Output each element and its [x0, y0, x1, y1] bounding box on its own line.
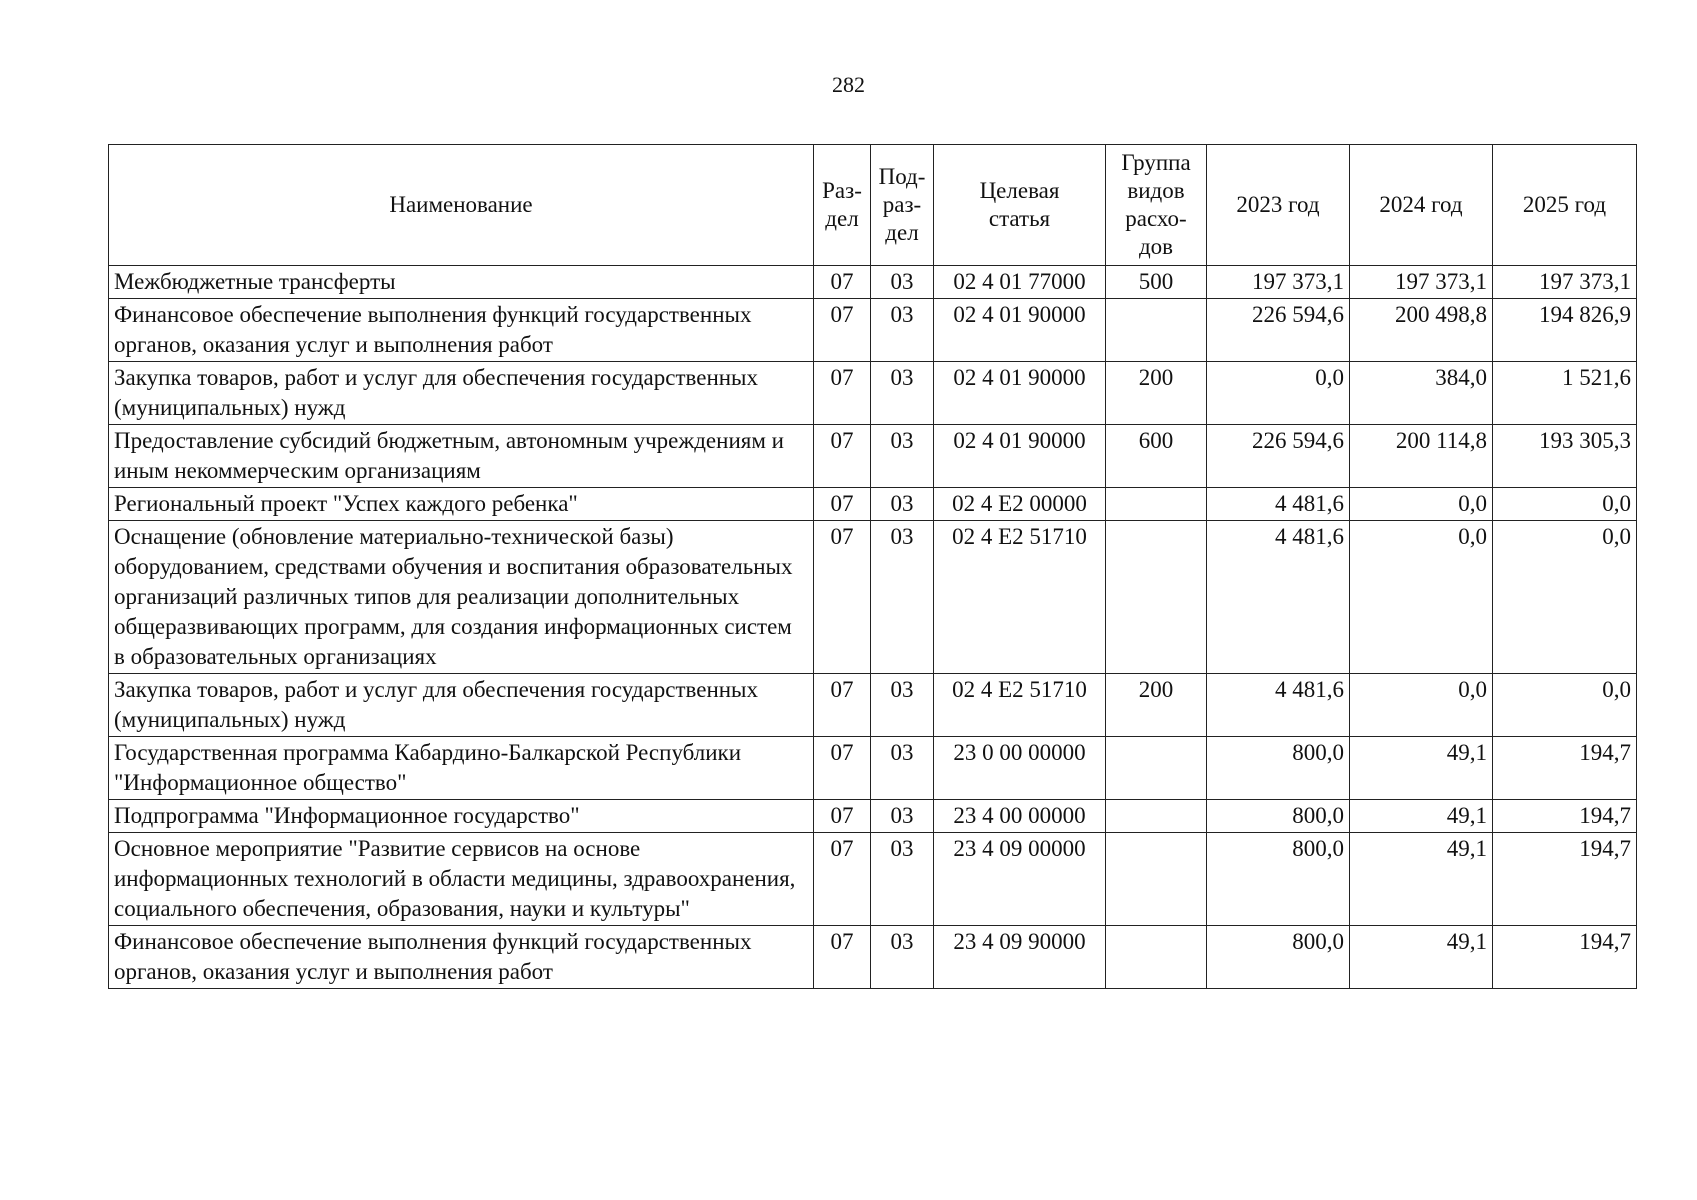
cell-name: Основное мероприятие "Развитие сервисов на основе информационных технологий в области медицины, здравоохранения, социального обеспечения, образования, науки и культуры" — [109, 833, 814, 926]
cell-article: 23 0 00 00000 — [934, 737, 1106, 800]
cell-2024: 0,0 — [1350, 521, 1493, 674]
cell-2024: 200 498,8 — [1350, 299, 1493, 362]
cell-2023: 226 594,6 — [1207, 299, 1350, 362]
cell-2025: 0,0 — [1493, 488, 1637, 521]
cell-group — [1106, 833, 1207, 926]
cell-name: Закупка товаров, работ и услуг для обеспечения государственных (муниципальных) нужд — [109, 362, 814, 425]
header-podrazdel: Под- раз- дел — [871, 145, 934, 266]
cell-article: 02 4 01 90000 — [934, 362, 1106, 425]
cell-2023: 800,0 — [1207, 833, 1350, 926]
cell-razdel: 07 — [814, 362, 871, 425]
cell-razdel: 07 — [814, 425, 871, 488]
cell-podrazdel: 03 — [871, 800, 934, 833]
cell-podrazdel: 03 — [871, 926, 934, 989]
header-2023: 2023 год — [1207, 145, 1350, 266]
cell-name: Финансовое обеспечение выполнения функций государственных органов, оказания услуг и выполнения работ — [109, 299, 814, 362]
table-row — [109, 800, 1637, 833]
cell-name: Финансовое обеспечение выполнения функций государственных органов, оказания услуг и выполнения работ — [109, 926, 814, 989]
cell-podrazdel: 03 — [871, 488, 934, 521]
cell-2023: 226 594,6 — [1207, 425, 1350, 488]
cell-podrazdel: 03 — [871, 266, 934, 299]
cell-name: Предоставление субсидий бюджетным, автономным учреждениям и иным некоммерческим организациям — [109, 425, 814, 488]
table-row — [109, 266, 1637, 299]
cell-podrazdel: 03 — [871, 521, 934, 674]
cell-2024: 197 373,1 — [1350, 266, 1493, 299]
budget-table — [108, 144, 1637, 989]
header-2024: 2024 год — [1350, 145, 1493, 266]
cell-article: 02 4 01 90000 — [934, 425, 1106, 488]
cell-2023: 4 481,6 — [1207, 521, 1350, 674]
cell-razdel: 07 — [814, 833, 871, 926]
cell-podrazdel: 03 — [871, 833, 934, 926]
cell-razdel: 07 — [814, 488, 871, 521]
page-number: 282 — [832, 72, 865, 97]
table-row — [109, 299, 1637, 362]
cell-razdel: 07 — [814, 266, 871, 299]
table-row — [109, 488, 1637, 521]
cell-podrazdel: 03 — [871, 299, 934, 362]
cell-2024: 49,1 — [1350, 833, 1493, 926]
cell-2024: 49,1 — [1350, 737, 1493, 800]
cell-name: Оснащение (обновление материально-технической базы) оборудованием, средствами обучения и воспитания образовательных организаций различных типов для реализации дополнительных общеразвивающих программ, для создания информационных систем в образовательных организациях — [109, 521, 814, 674]
cell-podrazdel: 03 — [871, 425, 934, 488]
cell-2025: 194,7 — [1493, 737, 1637, 800]
cell-article: 02 4 Е2 51710 — [934, 521, 1106, 674]
cell-2025: 194 826,9 — [1493, 299, 1637, 362]
cell-group: 200 — [1106, 362, 1207, 425]
cell-group — [1106, 926, 1207, 989]
cell-razdel: 07 — [814, 737, 871, 800]
cell-2025: 0,0 — [1493, 521, 1637, 674]
cell-article: 02 4 01 77000 — [934, 266, 1106, 299]
cell-2024: 200 114,8 — [1350, 425, 1493, 488]
cell-group — [1106, 488, 1207, 521]
header-2025: 2025 год — [1493, 145, 1637, 266]
cell-name: Межбюджетные трансферты — [109, 266, 814, 299]
cell-razdel: 07 — [814, 926, 871, 989]
cell-2023: 197 373,1 — [1207, 266, 1350, 299]
cell-2023: 800,0 — [1207, 737, 1350, 800]
header-article: Целевая статья — [934, 145, 1106, 266]
table-row — [109, 833, 1637, 926]
header-row — [109, 145, 1637, 266]
cell-article: 23 4 09 00000 — [934, 833, 1106, 926]
table-row — [109, 737, 1637, 800]
table-row — [109, 362, 1637, 425]
cell-article: 02 4 01 90000 — [934, 299, 1106, 362]
table-body — [109, 266, 1637, 989]
cell-name: Государственная программа Кабардино-Балкарской Республики "Информационное общество" — [109, 737, 814, 800]
header-group: Группа видов расхо- дов — [1106, 145, 1207, 266]
cell-2025: 197 373,1 — [1493, 266, 1637, 299]
cell-article: 02 4 Е2 00000 — [934, 488, 1106, 521]
cell-2023: 4 481,6 — [1207, 674, 1350, 737]
cell-group: 200 — [1106, 674, 1207, 737]
cell-2025: 194,7 — [1493, 926, 1637, 989]
cell-podrazdel: 03 — [871, 362, 934, 425]
cell-group — [1106, 800, 1207, 833]
cell-name: Региональный проект "Успех каждого ребенка" — [109, 488, 814, 521]
table-row — [109, 674, 1637, 737]
cell-article: 23 4 09 90000 — [934, 926, 1106, 989]
cell-2024: 0,0 — [1350, 488, 1493, 521]
cell-podrazdel: 03 — [871, 674, 934, 737]
cell-group: 500 — [1106, 266, 1207, 299]
cell-group: 600 — [1106, 425, 1207, 488]
cell-2024: 0,0 — [1350, 674, 1493, 737]
cell-2023: 4 481,6 — [1207, 488, 1350, 521]
cell-group — [1106, 521, 1207, 674]
cell-article: 02 4 Е2 51710 — [934, 674, 1106, 737]
table-row — [109, 926, 1637, 989]
cell-2025: 0,0 — [1493, 674, 1637, 737]
cell-2024: 49,1 — [1350, 800, 1493, 833]
cell-2023: 0,0 — [1207, 362, 1350, 425]
table-row — [109, 521, 1637, 674]
cell-article: 23 4 00 00000 — [934, 800, 1106, 833]
cell-razdel: 07 — [814, 299, 871, 362]
cell-group — [1106, 737, 1207, 800]
cell-razdel: 07 — [814, 521, 871, 674]
cell-razdel: 07 — [814, 800, 871, 833]
cell-razdel: 07 — [814, 674, 871, 737]
cell-name: Закупка товаров, работ и услуг для обеспечения государственных (муниципальных) нужд — [109, 674, 814, 737]
cell-2023: 800,0 — [1207, 926, 1350, 989]
cell-2025: 194,7 — [1493, 800, 1637, 833]
header-razdel: Раз- дел — [814, 145, 871, 266]
cell-2025: 194,7 — [1493, 833, 1637, 926]
header-name: Наименование — [109, 145, 814, 266]
cell-podrazdel: 03 — [871, 737, 934, 800]
cell-2025: 1 521,6 — [1493, 362, 1637, 425]
cell-name: Подпрограмма "Информационное государство" — [109, 800, 814, 833]
cell-2025: 193 305,3 — [1493, 425, 1637, 488]
cell-2024: 384,0 — [1350, 362, 1493, 425]
cell-2023: 800,0 — [1207, 800, 1350, 833]
cell-group — [1106, 299, 1207, 362]
cell-2024: 49,1 — [1350, 926, 1493, 989]
table-row — [109, 425, 1637, 488]
